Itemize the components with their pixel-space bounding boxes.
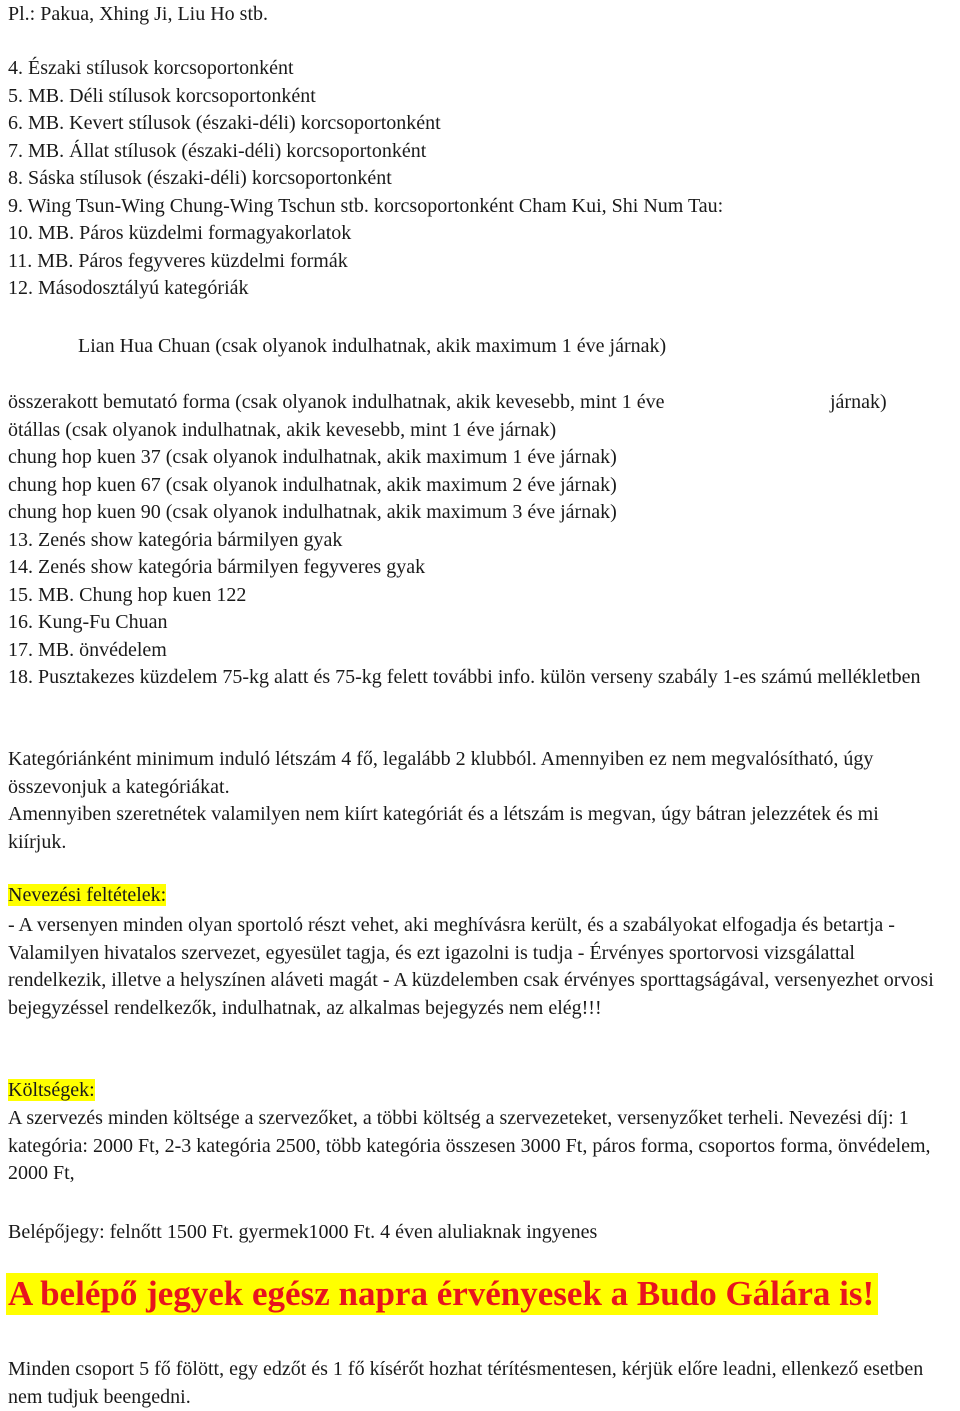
budo-gala-notice: A belépő jegyek egész napra érvényesek a Budo Gálára is!	[6, 1273, 878, 1315]
extra-category-paragraph: Amennyiben szeretnétek valamilyen nem kiírt kategóriát és a létszám is megvan, úgy bátran jelezzétek és mi kiírjuk.	[8, 803, 879, 853]
category-18: 18. Pusztakezes küzdelem 75-kg alatt és 75-kg felett további info. külön verseny szabály 1-es számú mellékletben	[8, 666, 921, 688]
category-10: 10. MB. Páros küzdelmi formagyakorlatok	[8, 222, 352, 244]
category-14: 14. Zenés show kategória bármilyen fegyveres gyak	[8, 556, 426, 578]
category-13: 13. Zenés show kategória bármilyen gyak	[8, 529, 343, 551]
category-15: 15. MB. Chung hop kuen 122	[8, 584, 247, 606]
nevezesi-body: - A versenyen minden olyan sportoló részt vehet, aki meghívásra került, és a szabályokat elfogadja és betartja - Valamilyen hivatalos szervezet, egyesület tagja, és ezt igazolni is tudja - Érvényes sportorvosi vizsgálattal rendelkezik, illetve a helyszínen aláveti magát - A küzdelemben csak érvényes sporttagságával, versenyezhet orvosi bejegyzéssel rendelkezők, indulhatnak, az alkalmas bejegyzés nem elég!!!	[8, 914, 934, 1019]
belepo-line: Belépőjegy: felnőtt 1500 Ft. gyermek1000 Ft. 4 éven aluliaknak ingyenes	[8, 1221, 598, 1243]
chung-hop-kuen-37-line: chung hop kuen 37 (csak olyanok indulhatnak, akik maximum 1 éve járnak)	[8, 446, 617, 468]
category-11: 11. MB. Páros fegyveres küzdelmi formák	[8, 250, 348, 272]
otallas-line: ötállas (csak olyanok indulhatnak, akik kevesebb, mint 1 éve járnak)	[8, 419, 557, 441]
category-7: 7. MB. Állat stílusok (északi-déli) korcsoportonként	[8, 140, 427, 162]
category-16: 16. Kung-Fu Chuan	[8, 611, 168, 633]
chung-hop-kuen-67-line: chung hop kuen 67 (csak olyanok indulhatnak, akik maximum 2 éve járnak)	[8, 474, 617, 496]
osszerakott-text: összerakott bemutató forma (csak olyanok indulhatnak, akik kevesebb, mint 1 éve	[8, 391, 665, 413]
category-12: 12. Másodosztályú kategóriák	[8, 277, 249, 299]
nevezesi-heading	[8, 883, 166, 907]
minimum-paragraph: Kategóriánként minimum induló létszám 4 fő, legalább 2 klubból. Amennyiben ez nem megvalósítható, úgy összevonjuk a kategóriákat.	[8, 748, 874, 798]
category-5: 5. MB. Déli stílusok korcsoportonként	[8, 85, 316, 107]
chung-hop-kuen-90-line: chung hop kuen 90 (csak olyanok indulhatnak, akik maximum 3 éve járnak)	[8, 501, 617, 523]
example-styles-line: Pl.: Pakua, Xhing Ji, Liu Ho stb.	[8, 3, 269, 25]
category-9: 9. Wing Tsun-Wing Chung-Wing Tschun stb. korcsoportonként Cham Kui, Shi Num Tau:	[8, 195, 724, 217]
csoport-paragraph: Minden csoport 5 fő fölött, egy edzőt és 1 fő kísérőt hozhat térítésmentesen, kérjük előre leadni, ellenkező esetben nem tudjuk beengedni.	[8, 1358, 924, 1408]
category-6: 6. MB. Kevert stílusok (északi-déli) korcsoportonként	[8, 112, 441, 134]
category-8: 8. Sáska stílusok (északi-déli) korcsoportonként	[8, 167, 392, 189]
category-4: 4. Északi stílusok korcsoportonként	[8, 57, 294, 79]
osszerakott-line-end: járnak)	[830, 391, 887, 413]
koltsegek-heading-text: Költségek:	[8, 1079, 95, 1101]
nevezesi-heading-text: Nevezési feltételek:	[8, 884, 167, 906]
koltsegek-body: A szervezés minden költsége a szervezőket, a többi költség a szervezeteket, versenyzőket terheli. Nevezési díj: 1 kategória: 2000 Ft, 2-3 kategória 2500, több kategória összesen 3000 Ft, páros forma, csoportos forma, önvédelem, 2000 Ft,	[8, 1107, 931, 1184]
osszerakott-line	[8, 390, 664, 414]
koltsegek-heading	[8, 1078, 95, 1102]
lian-hua-chuan-line: Lian Hua Chuan (csak olyanok indulhatnak, akik maximum 1 éve járnak)	[78, 335, 667, 357]
category-17: 17. MB. önvédelem	[8, 639, 167, 661]
